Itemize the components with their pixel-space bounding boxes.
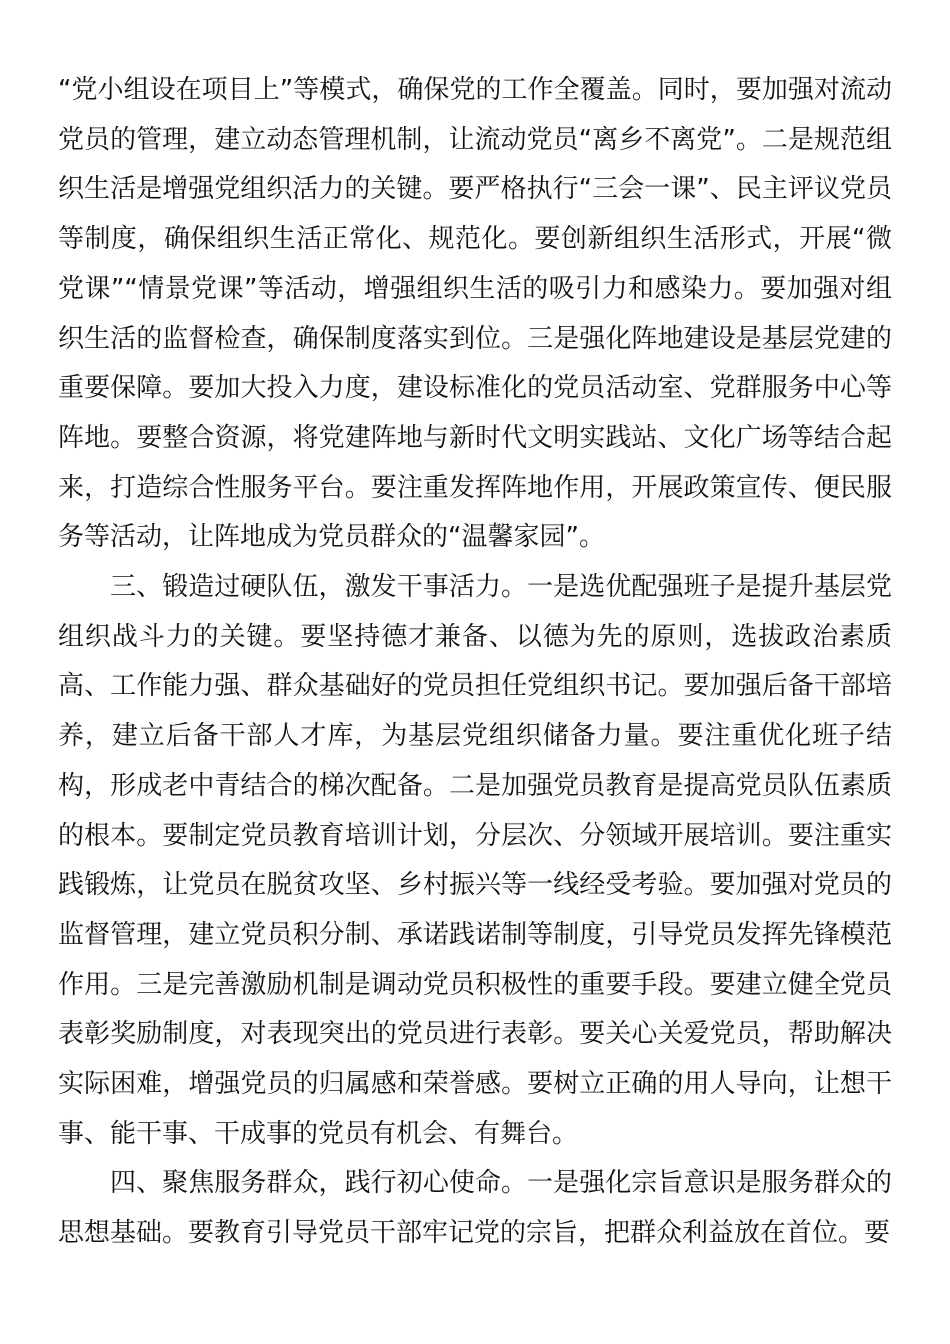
paragraph-continued: “党小组设在项目上”等模式，确保党的工作全覆盖。同时，要加强对流动党员的管理，建立动态管理机制，让流动党员“离乡不离党”。二是规范组织生活是增强党组织活力的关键。要严格执行“三会一课”、民主评议党员等制度，确保组织生活正常化、规范化。要创新组织生活形式，开展“微党课”“情景党课”等活动，增强组织生活的吸引力和感染力。要加强对组织生活的监督检查，确保制度落实到位。三是强化阵地建设是基层党建的重要保障。要加大投入力度，建设标准化的党员活动室、党群服务中心等阵地。要整合资源，将党建阵地与新时代文明实践站、文化广场等结合起来，打造综合性服务平台。要注重发挥阵地作用，开展政策宣传、便民服务等活动，让阵地成为党员群众的“温馨家园”。: [58, 75, 892, 553]
paragraph-section-four: 四、聚焦服务群众，践行初心使命。一是强化宗旨意识是服务群众的思想基础。要教育引导党员干部牢记党的宗旨，把群众利益放在首位。要: [58, 1168, 892, 1249]
paragraph-section-three: 三、锻造过硬队伍，激发干事活力。一是选优配强班子是提升基层党组织战斗力的关键。要坚持德才兼备、以德为先的原则，选拔政治素质高、工作能力强、群众基础好的党员担任党组织书记。要加强后备干部培养，建立后备干部人才库，为基层党组织储备力量。要注重优化班子结构，形成老中青结合的梯次配备。二是加强党员教育是提高党员队伍素质的根本。要制定党员教育培训计划，分层次、分领域开展培训。要注重实践锻炼，让党员在脱贫攻坚、乡村振兴等一线经受考验。要加强对党员的监督管理，建立党员积分制、承诺践诺制等制度，引导党员发挥先锋模范作用。三是完善激励机制是调动党员积极性的重要手段。要建立健全党员表彰奖励制度，对表现突出的党员进行表彰。要关心关爱党员，帮助解决实际困难，增强党员的归属感和荣誉感。要树立正确的用人导向，让想干事、能干事、干成事的党员有机会、有舞台。: [58, 572, 892, 1149]
document-body: [58, 66, 892, 1259]
